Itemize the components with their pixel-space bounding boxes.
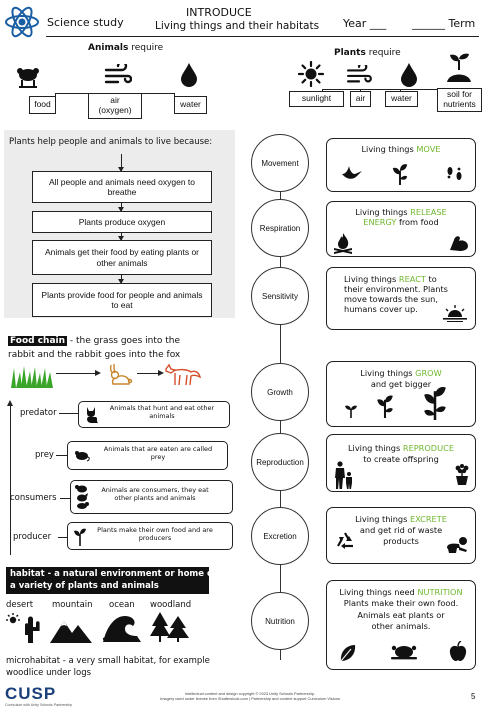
process-growth-box: Living things GROW and get bigger [326,361,476,427]
fox-icon [163,361,201,392]
food-chain-label: Food chain [10,336,66,346]
plants-require-heading: Plants require [334,48,401,58]
mouse-icon [73,448,91,467]
apple-icon [449,641,467,663]
role-text-prey: Animals that are eaten are called prey [103,445,213,462]
process-reproduction: Reproduction [251,433,309,491]
flower-pot-icon [453,461,471,485]
farm-animals-icon [15,64,41,95]
sunrise-icon [443,304,467,322]
mountain-icon [50,617,92,648]
role-text-predator: Animals that hunt and eat other animals [109,404,215,421]
process-growth: Growth [251,363,309,421]
wind-icon [104,64,132,91]
animal-need-water: water [174,96,207,114]
animal-need-food: food [29,96,56,114]
atom-logo-icon [3,3,41,41]
plant-need-air: air [350,91,371,107]
page-title: INTRODUCE [186,6,252,19]
plant-need-water: water [385,91,418,107]
arrow-icon [56,373,98,374]
process-excretion: Excretion [251,507,309,565]
help-step-2: Plants produce oxygen [32,211,212,233]
role-text-producer: Plants make their own food and are producers [97,526,213,543]
role-label-prey: prey [35,450,54,460]
sapling-icon [375,392,395,418]
process-respiration-box: Living things RELEASE ENERGY from food [326,201,476,257]
process-sensitivity: Sensitivity [251,267,309,325]
ocean-wave-icon [103,612,141,647]
process-movement-box: Living things MOVE [326,138,476,192]
help-step-4: Plants provide food for people and animals to eat [32,283,212,317]
bird-icon [341,165,363,181]
process-excretion-box: Living things EXCRETE and get rid of waste products [326,507,476,564]
leaf-icon [339,643,357,663]
seedling-icon [344,402,358,418]
habitat-mountain-label: mountain [52,600,93,610]
role-label-predator: predator [20,408,57,418]
process-reproduction-box: Living things REPRODUCE to create offspring [326,434,476,492]
grass-icon [10,364,54,393]
cat-icon [84,405,100,428]
copyright-notice: Intellectual content and design copyright © 2023 Unity Schools Partnership. Imagery used under license from Shutterstock.com | Partnership and content support Curriculum Visions [160,691,340,702]
plant-need-sunlight: sunlight [289,91,344,107]
page-subtitle: Living things and their habitats [155,20,320,32]
desert-icon [6,613,40,648]
cusp-logo: CUSP Curriculum with Unity Schools Partnership [5,684,73,707]
sun-icon [298,61,324,92]
role-text-consumers: Animals are consumers, they eat other plants and animals [101,486,209,503]
year-field[interactable]: Year ___ [343,17,387,30]
parent-child-icon [333,461,355,489]
habitat-ocean-label: ocean [109,600,135,610]
help-step-1: All people and animals need oxygen to breathe [32,171,212,203]
microhabitat-definition: microhabitat - a very small habitat, for example woodlice under logs [6,656,210,679]
process-movement: Movement [251,134,309,192]
role-label-consumers: consumers [10,493,57,503]
page-number: 5 [471,692,476,701]
roast-chicken-icon [391,643,417,661]
process-nutrition-box: Living things need NUTRITION Plants make their own food. Animals eat plants or other animals. [326,580,476,670]
term-field[interactable]: ______ Term [412,17,476,30]
help-step-3: Animals get their food by eating plants or other animals [32,240,212,275]
plant-icon [421,384,449,420]
process-sensitivity-box: Living things REACT to their environment. Plants move towards the sun, humans cover up. [326,267,476,330]
animals-icon [74,484,90,515]
soil-sprout-icon [445,52,473,89]
food-chain-text: Food chain - the grass goes into the rabbit and the rabbit goes into the fox [8,336,181,360]
process-respiration: Respiration [251,199,309,257]
wind-icon [346,65,372,90]
plant-icon [391,161,409,185]
recycle-icon [334,531,356,553]
habitat-definition: habitat - a natural environment or home of a variety of plants and animals [10,569,217,591]
up-arrow [10,405,11,555]
header-divider [46,36,479,37]
process-nutrition: Nutrition [251,592,309,650]
subject-label: Science study [47,16,124,29]
baby-icon [445,536,469,554]
habitat-woodland-label: woodland [150,600,192,610]
plant-need-soil: soil for nutrients [437,88,482,112]
role-label-producer: producer [13,532,52,542]
campfire-icon [333,232,353,254]
help-heading: Plants help people and animals to live because: [9,137,213,147]
animal-need-air: air (oxygen) [88,93,142,119]
footprints-icon [445,165,465,183]
water-drop-icon [180,62,198,93]
rabbit-icon [103,362,133,393]
animals-require-heading: Animals require [88,43,164,53]
woodland-icon [150,612,190,647]
plant-icon [73,526,87,551]
muscle-icon [448,234,470,252]
habitat-desert-label: desert [6,600,34,610]
